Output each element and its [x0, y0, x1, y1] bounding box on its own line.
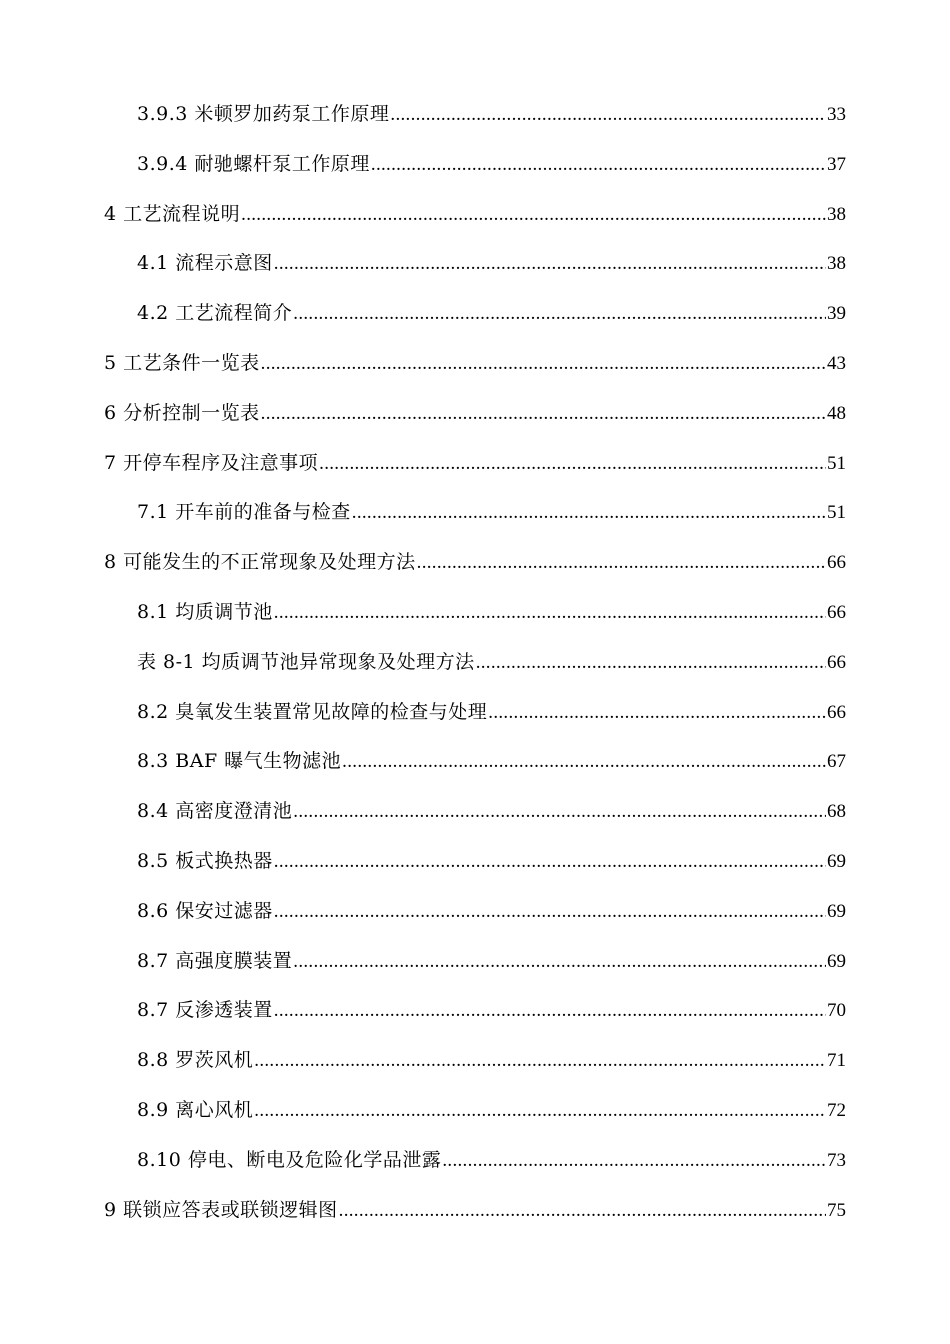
toc-entry[interactable]	[0, 542, 950, 592]
toc-entry-page-number: 51	[827, 502, 846, 524]
toc-entry-page-number: 43	[827, 352, 846, 374]
toc-entry-page-number: 33	[827, 104, 846, 125]
toc-entry-page-number: 39	[827, 303, 846, 325]
toc-entry-title: 8.4 高密度澄清池	[137, 800, 293, 823]
toc-entry[interactable]	[0, 741, 950, 791]
toc-entry-page-number: 66	[827, 601, 846, 623]
toc-entry[interactable]	[0, 243, 950, 293]
toc-entry-page-number: 66	[827, 701, 846, 723]
toc-entry[interactable]	[0, 990, 950, 1040]
toc-dot-leader	[254, 1091, 826, 1131]
toc-entry[interactable]	[0, 293, 950, 343]
toc-entry[interactable]	[0, 1090, 950, 1140]
toc-dot-leader	[254, 1041, 826, 1081]
toc-entry-title: 8.7 高强度膜装置	[137, 949, 293, 972]
toc-entry-page-number: 68	[827, 801, 846, 823]
toc-entry-title: 9 联锁应答表或联锁逻辑图	[104, 1198, 338, 1221]
toc-entry-page-number: 67	[827, 751, 846, 773]
toc-entry[interactable]	[0, 492, 950, 542]
toc-entry-title: 3.9.3 米顿罗加药泵工作原理	[137, 103, 390, 125]
toc-entry[interactable]	[0, 1040, 950, 1090]
toc-entry[interactable]	[0, 841, 950, 891]
toc-dot-leader	[261, 394, 826, 434]
toc-entry[interactable]	[0, 791, 950, 841]
toc-dot-leader	[274, 842, 826, 882]
toc-entry[interactable]	[0, 592, 950, 642]
toc-entry-page-number: 51	[827, 452, 846, 474]
toc-entry-title: 8.5 板式换热器	[137, 849, 273, 872]
toc-entry-title: 8.6 保安过滤器	[137, 899, 273, 922]
table-of-contents	[0, 94, 950, 1239]
toc-entry-page-number: 66	[827, 651, 846, 673]
toc-dot-leader	[241, 195, 826, 235]
toc-dot-leader	[488, 693, 826, 733]
toc-dot-leader	[293, 942, 826, 982]
toc-entry[interactable]	[0, 343, 950, 393]
toc-dot-leader	[293, 294, 826, 334]
toc-entry[interactable]	[0, 393, 950, 443]
toc-entry[interactable]	[0, 692, 950, 742]
toc-dot-leader	[390, 95, 826, 135]
toc-entry-page-number: 72	[827, 1099, 846, 1121]
toc-entry-page-number: 69	[827, 950, 846, 972]
toc-entry-page-number: 69	[827, 850, 846, 872]
toc-entry-page-number: 71	[827, 1050, 846, 1072]
toc-dot-leader	[342, 742, 826, 782]
toc-entry-title: 4 工艺流程说明	[104, 202, 241, 225]
toc-entry-title: 8 可能发生的不正常现象及处理方法	[104, 551, 416, 574]
toc-entry-page-number: 38	[827, 253, 846, 275]
toc-dot-leader	[274, 593, 826, 633]
toc-dot-leader	[442, 1141, 826, 1181]
toc-entry-page-number: 70	[827, 1000, 846, 1022]
toc-entry[interactable]	[0, 891, 950, 941]
toc-entry-title: 5 工艺条件一览表	[104, 351, 260, 374]
toc-entry-title: 6 分析控制一览表	[104, 401, 260, 424]
toc-entry-title: 8.8 罗茨风机	[137, 1049, 254, 1072]
toc-entry-page-number: 38	[827, 203, 846, 225]
toc-entry-title: 8.3 BAF 曝气生物滤池	[137, 750, 342, 773]
toc-entry[interactable]	[0, 941, 950, 991]
toc-entry-page-number: 48	[827, 402, 846, 424]
toc-entry[interactable]	[0, 1140, 950, 1190]
toc-entry-title: 8.1 均质调节池	[137, 600, 273, 623]
toc-dot-leader	[476, 643, 826, 683]
toc-entry-page-number: 73	[827, 1149, 846, 1171]
toc-dot-leader	[352, 493, 826, 533]
toc-dot-leader	[293, 792, 826, 832]
toc-entry-page-number: 66	[827, 552, 846, 574]
toc-entry-title: 8.10 停电、断电及危险化学品泄露	[137, 1148, 442, 1171]
toc-entry-page-number: 75	[827, 1199, 846, 1221]
toc-entry-page-number: 37	[827, 153, 846, 175]
toc-entry-title: 8.2 臭氧发生装置常见故障的检查与处理	[137, 700, 488, 723]
toc-entry[interactable]	[0, 443, 950, 493]
toc-entry-title: 表 8-1 均质调节池异常现象及处理方法	[137, 650, 475, 673]
toc-entry-title: 8.9 离心风机	[137, 1098, 254, 1121]
toc-dot-leader	[417, 543, 826, 583]
toc-dot-leader	[339, 1191, 826, 1231]
toc-entry[interactable]	[0, 194, 950, 244]
toc-dot-leader	[319, 444, 826, 484]
toc-dot-leader	[274, 892, 826, 932]
toc-dot-leader	[274, 244, 826, 284]
toc-entry[interactable]	[0, 94, 950, 144]
toc-entry[interactable]	[0, 642, 950, 692]
toc-dot-leader	[371, 145, 826, 185]
toc-entry[interactable]	[0, 144, 950, 194]
toc-entry-title: 4.1 流程示意图	[137, 252, 273, 275]
toc-entry-page-number: 69	[827, 900, 846, 922]
toc-entry-title: 7.1 开车前的准备与检查	[137, 501, 351, 524]
toc-entry-title: 8.7 反渗透装置	[137, 999, 273, 1022]
toc-dot-leader	[274, 991, 826, 1031]
toc-entry-title: 3.9.4 耐驰螺杆泵工作原理	[137, 152, 370, 175]
toc-entry-title: 7 开停车程序及注意事项	[104, 451, 319, 474]
toc-entry-title: 4.2 工艺流程简介	[137, 302, 293, 325]
toc-dot-leader	[261, 344, 826, 384]
toc-entry[interactable]	[0, 1190, 950, 1240]
